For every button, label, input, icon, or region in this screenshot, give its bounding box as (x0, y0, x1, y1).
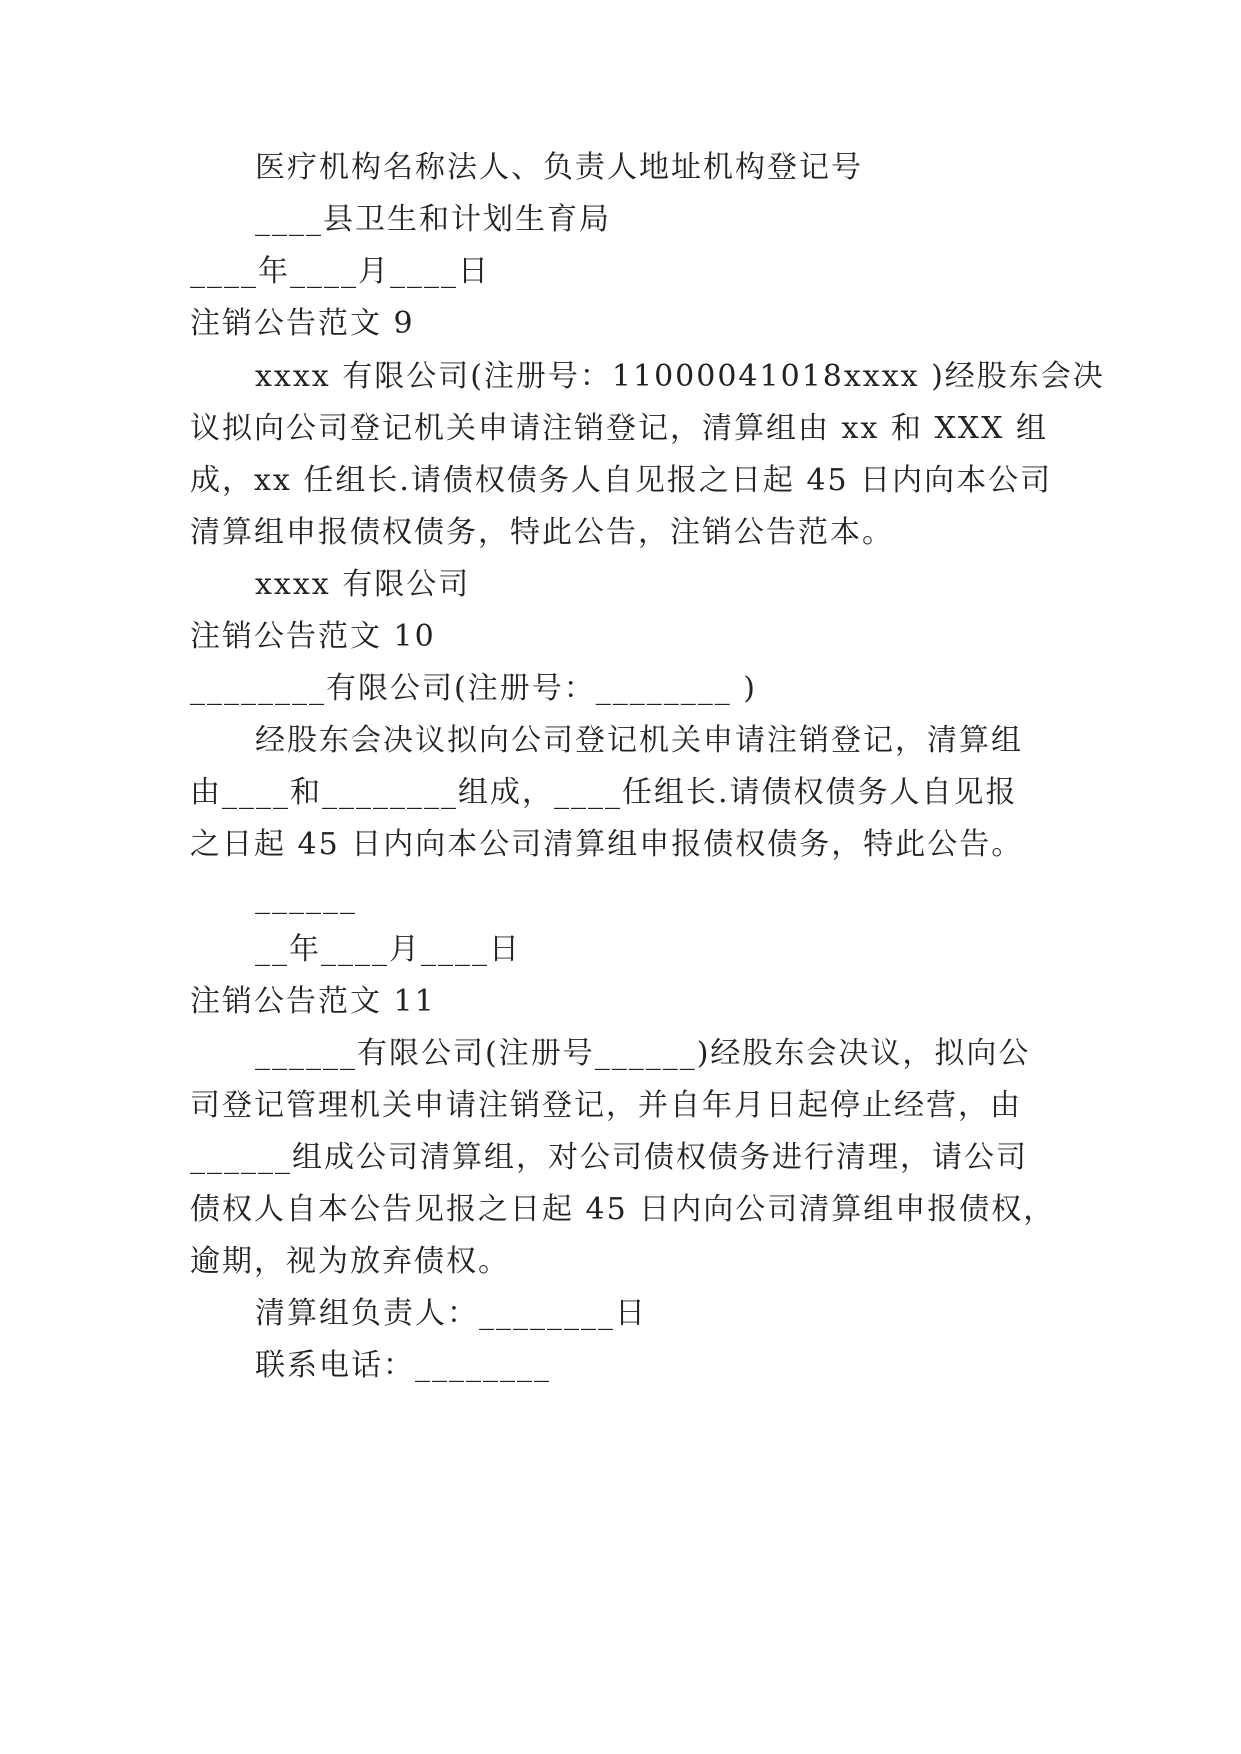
paragraph-9-line-1: xxxx 有限公司(注册号：11000041018xxxx )经股东会决 (255, 359, 1105, 394)
paragraph-9-line-2: 议拟向公司登记机关申请注销登记，清算组由 xx 和 XXX 组 (190, 411, 1049, 446)
signature-blank-10: ______ (255, 880, 357, 915)
signature-9: xxxx 有限公司 (255, 567, 471, 602)
date-line-10: __年____月____日 (255, 932, 521, 967)
section-title-9: 注销公告范文 9 (190, 306, 415, 341)
paragraph-11-line-3: ______组成公司清算组，对公司债权债务进行清理，请公司 (190, 1140, 1028, 1175)
paragraph-11-line-1: ______有限公司(注册号______)经股东会决议，拟向公 (255, 1036, 1031, 1071)
institution-header-line: 医疗机构名称法人、负责人地址机构登记号 (255, 150, 863, 185)
date-line: ____年____月____日 (190, 254, 490, 289)
bureau-line: ____县卫生和计划生育局 (255, 202, 611, 237)
paragraph-9-line-3: 成，xx 任组长.请债权债务人自见报之日起 45 日内向本公司 (190, 463, 1053, 498)
paragraph-10-line-3: 之日起 45 日内向本公司清算组申报债权债务，特此公告。 (190, 827, 1024, 862)
paragraph-11-line-4: 债权人自本公告见报之日起 45 日内向公司清算组申报债权， (190, 1192, 1056, 1227)
company-registration-line-10: ________有限公司(注册号：________ ) (190, 671, 757, 706)
paragraph-11-line-2: 司登记管理机关申请注销登记，并自年月日起停止经营，由 (190, 1088, 1022, 1123)
paragraph-9-line-4: 清算组申报债权债务，特此公告，注销公告范本。 (190, 515, 894, 550)
contact-phone-line: 联系电话：________ (255, 1348, 551, 1383)
paragraph-10-line-1: 经股东会决议拟向公司登记机关申请注销登记，清算组 (255, 723, 1023, 758)
liquidation-leader-line: 清算组负责人：________日 (255, 1296, 647, 1331)
section-title-10: 注销公告范文 10 (190, 619, 436, 654)
paragraph-10-line-2: 由____和________组成，____任组长.请债权债务人自见报 (190, 775, 1018, 810)
paragraph-11-line-5: 逾期，视为放弃债权。 (190, 1244, 510, 1279)
section-title-11: 注销公告范文 11 (190, 984, 436, 1019)
